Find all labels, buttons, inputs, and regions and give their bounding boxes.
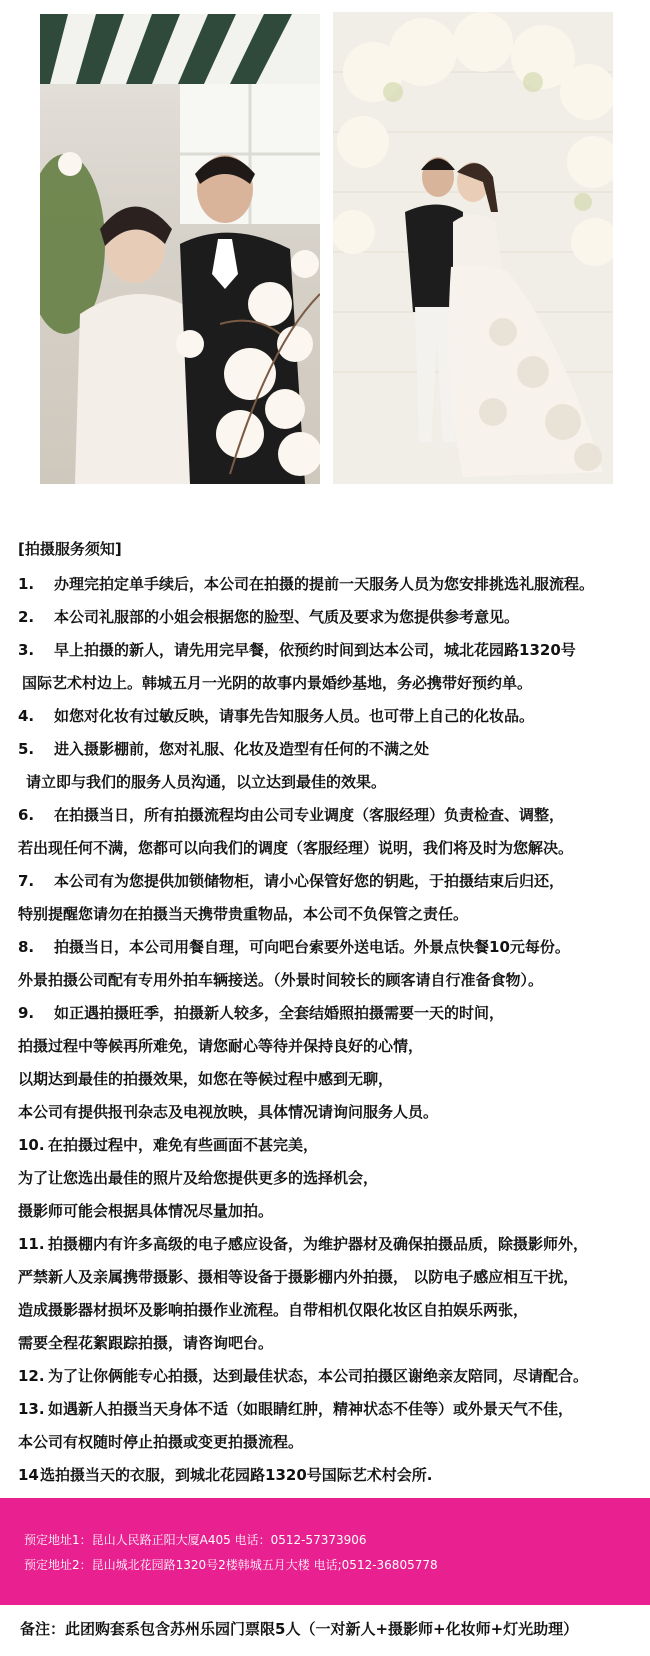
notice-line: 请立即与我们的服务人员沟通，以立达到最佳的效果。 xyxy=(26,773,387,791)
notice-line: 5. 进入摄影棚前，您对礼服、化妆及造型有任何的不满之处 xyxy=(18,740,430,758)
notice-line: 本公司有权随时停止拍摄或变更拍摄流程。 xyxy=(18,1433,304,1451)
notice-line: 摄影师可能会根据具体情况尽量加拍。 xyxy=(18,1202,274,1220)
notice-line: 以期达到最佳的拍摄效果，如您在等候过程中感到无聊， xyxy=(18,1070,394,1088)
notice-line: 国际艺术村边上。韩城五月一光阴的故事内景婚纱基地，务必携带好预约单。 xyxy=(22,674,533,692)
booking-address-1: 预定地址1：昆山人民路正阳大厦A405 电话：0512-57373906 xyxy=(24,1533,367,1547)
notice-line: 若出现任何不满，您都可以向我们的调度（客服经理）说明，我们将及时为您解决。 xyxy=(18,839,574,857)
notice-line: 为了让您选出最佳的照片及给您提供更多的选择机会， xyxy=(18,1169,379,1187)
note-text: ：此团购套系包含苏州乐园门票限5人（一对新人+摄影师+化妆师+灯光助理） xyxy=(50,1620,579,1638)
notice-line: 2. 本公司礼服部的小姐会根据您的脸型、气质及要求为您提供参考意见。 xyxy=(18,608,520,626)
notice-line: 需要全程花絮跟踪拍摄，请咨询吧台。 xyxy=(18,1334,274,1352)
notice-line: 外景拍摄公司配有专用外拍车辆接送。（外景时间较长的顾客请自行准备食物）。 xyxy=(18,971,544,989)
notice-line: 14选拍摄当天的衣服，到城北花园路1320号国际艺术村会所. xyxy=(18,1466,433,1484)
notice-line: 7. 本公司有为您提供加锁储物柜，请小心保管好您的钥匙，于拍摄结束后归还， xyxy=(18,872,565,890)
couple-photo-right xyxy=(333,12,613,484)
notice-line: 造成摄影器材损坏及影响拍摄作业流程。自带相机仅限化妆区自拍娱乐两张， xyxy=(18,1301,529,1319)
notice-line: 1. 办理完拍定单手续后，本公司在拍摄的提前一天服务人员为您安排挑选礼服流程。 xyxy=(18,575,595,593)
service-notice xyxy=(18,533,643,1492)
notice-line: 特别提醒您请勿在拍摄当天携带贵重物品，本公司不负保管之责任。 xyxy=(18,905,469,923)
notice-line: 10. 在拍摄过程中，难免有些画面不甚完美， xyxy=(18,1136,319,1154)
notice-line: 拍摄过程中等候再所难免，请您耐心等待并保持良好的心情， xyxy=(18,1037,424,1055)
package-note xyxy=(20,1618,578,1639)
notice-line: 3. 早上拍摄的新人，请先用完早餐，依预约时间到达本公司，城北花园路1320号 xyxy=(18,641,576,659)
notice-line: 6. 在拍摄当日，所有拍摄流程均由公司专业调度（客服经理）负责检查、调整， xyxy=(18,806,565,824)
notice-line: 8. 拍摄当日，本公司用餐自理，可向吧台索要外送电话。外景点快餐10元每份。 xyxy=(18,938,570,956)
notice-line: 11. 拍摄棚内有许多高级的电子感应设备，为维护器材及确保拍摄品质，除摄影师外， xyxy=(18,1235,589,1253)
notice-line: 12. 为了让你俩能专心拍摄，达到最佳状态，本公司拍摄区谢绝亲友陪同，尽请配合。 xyxy=(18,1367,589,1385)
contact-band xyxy=(0,1498,650,1605)
notice-title: [拍摄服务须知] xyxy=(18,540,122,558)
booking-address-2: 预定地址2：昆山城北花园路1320号2楼韩城五月大楼 电话;0512-36805778 xyxy=(24,1558,438,1572)
notice-line: 9. 如正遇拍摄旺季，拍摄新人较多，全套结婚照拍摄需要一天的时间， xyxy=(18,1004,505,1022)
notice-line: 4. 如您对化妆有过敏反映，请事先告知服务人员。也可带上自己的化妆品。 xyxy=(18,707,535,725)
notice-line: 本公司有提供报刊杂志及电视放映，具体情况请询问服务人员。 xyxy=(18,1103,439,1121)
couple-photo-left xyxy=(40,14,320,484)
notice-line: 13. 如遇新人拍摄当天身体不适（如眼睛红肿，精神状态不佳等）或外景天气不佳， xyxy=(18,1400,574,1418)
note-label: 备注 xyxy=(20,1620,51,1638)
notice-line: 严禁新人及亲属携带摄影、摄相等设备于摄影棚内外拍摄， 以防电子感应相互干扰， xyxy=(18,1268,579,1286)
